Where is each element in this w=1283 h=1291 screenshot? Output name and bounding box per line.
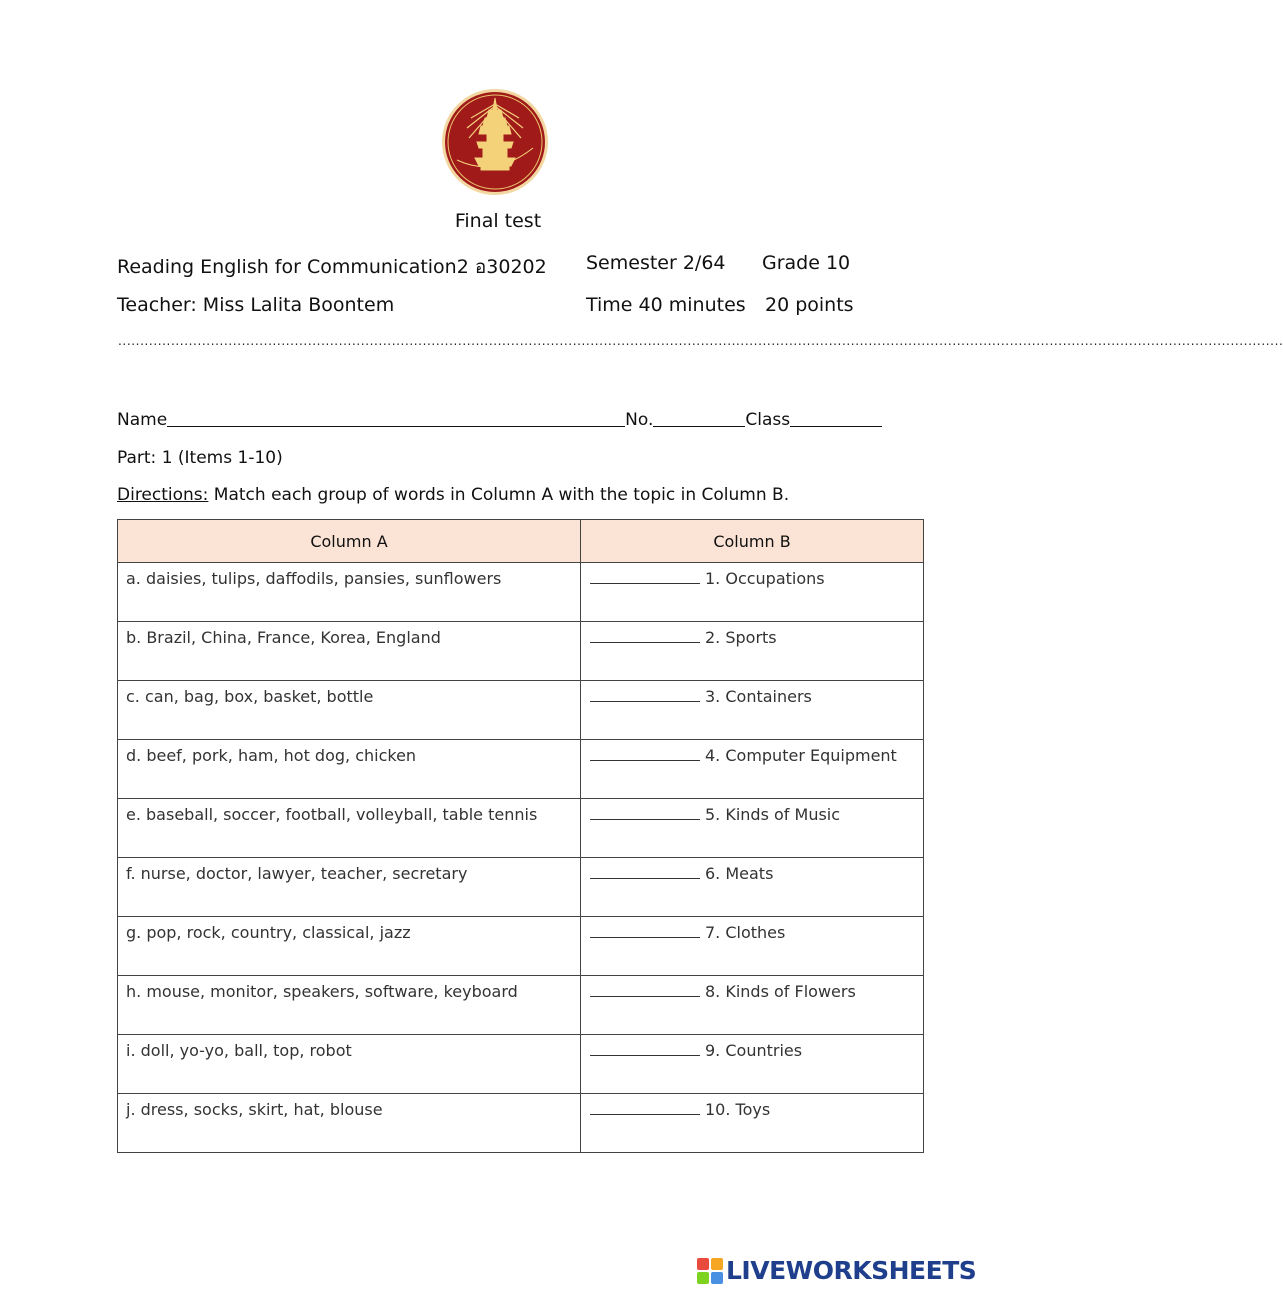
column-b-cell: [581, 563, 924, 622]
answer-blank[interactable]: [590, 746, 700, 761]
column-b-cell: [581, 858, 924, 917]
answer-blank[interactable]: [590, 1041, 700, 1056]
topic-label: 2. Sports: [705, 628, 777, 647]
topic-label: 6. Meats: [705, 864, 774, 883]
column-a-cell: f. nurse, doctor, lawyer, teacher, secretary: [118, 858, 581, 917]
dotted-divider: ........................................................................................................................................................................................................................................................................: [118, 334, 1283, 348]
topic-label: 9. Countries: [705, 1041, 803, 1060]
course-name: Reading English for Communication2 อ30202: [117, 256, 547, 278]
class-label: Class: [745, 410, 791, 430]
topic-label: 8. Kinds of Flowers: [705, 982, 856, 1001]
directions-label: Directions:: [117, 485, 209, 505]
table-header-row: [118, 520, 924, 563]
column-a-cell: d. beef, pork, ham, hot dog, chicken: [118, 740, 581, 799]
topic-label: 7. Clothes: [705, 923, 786, 942]
topic-label: 5. Kinds of Music: [705, 805, 841, 824]
topic-label: 4. Computer Equipment: [705, 746, 897, 765]
column-b-cell: [581, 740, 924, 799]
school-seal-logo: [441, 88, 549, 196]
answer-blank[interactable]: [590, 569, 700, 584]
table-row: [118, 681, 924, 740]
name-label: Name: [117, 410, 168, 430]
class-field[interactable]: [790, 408, 882, 427]
column-a-cell: b. Brazil, China, France, Korea, England: [118, 622, 581, 681]
page-title: Final test: [454, 210, 542, 232]
table-row: [118, 563, 924, 622]
answer-blank[interactable]: [590, 687, 700, 702]
number-field[interactable]: [653, 408, 745, 427]
table-row: [118, 1035, 924, 1094]
topic-label: 3. Containers: [705, 687, 812, 706]
column-b-cell: [581, 1035, 924, 1094]
table-row: [118, 976, 924, 1035]
directions: [117, 485, 789, 505]
number-label: No.: [625, 410, 654, 430]
column-a-cell: e. baseball, soccer, football, volleyball, table tennis: [118, 799, 581, 858]
column-a-header: Column A: [118, 520, 581, 563]
answer-blank[interactable]: [590, 1100, 700, 1115]
table-row: [118, 917, 924, 976]
total-points: 20 points: [765, 294, 854, 316]
part-label: Part: 1 (Items 1-10): [117, 448, 283, 468]
column-b-cell: [581, 622, 924, 681]
table-row: [118, 858, 924, 917]
answer-blank[interactable]: [590, 628, 700, 643]
liveworksheets-logo[interactable]: [697, 1256, 976, 1286]
directions-text: Match each group of words in Column A with the topic in Column B.: [208, 485, 790, 505]
column-b-cell: [581, 917, 924, 976]
column-b-cell: [581, 1094, 924, 1153]
table-row: [118, 622, 924, 681]
column-a-cell: j. dress, socks, skirt, hat, blouse: [118, 1094, 581, 1153]
column-a-cell: h. mouse, monitor, speakers, software, keyboard: [118, 976, 581, 1035]
column-b-cell: [581, 799, 924, 858]
matching-table: [117, 519, 924, 1153]
column-a-cell: a. daisies, tulips, daffodils, pansies, sunflowers: [118, 563, 581, 622]
column-a-cell: i. doll, yo-yo, ball, top, robot: [118, 1035, 581, 1094]
answer-blank[interactable]: [590, 923, 700, 938]
topic-label: 10. Toys: [705, 1100, 771, 1119]
teacher-name: Teacher: Miss Lalita Boontem: [117, 294, 395, 316]
table-row: [118, 799, 924, 858]
table-row: [118, 740, 924, 799]
brand-text: LIVEWORKSHEETS: [726, 1256, 977, 1285]
table-row: [118, 1094, 924, 1153]
time-limit: Time 40 minutes: [586, 294, 746, 316]
column-b-cell: [581, 976, 924, 1035]
grade: Grade 10: [762, 252, 851, 274]
answer-blank[interactable]: [590, 982, 700, 997]
topic-label: 1. Occupations: [705, 569, 825, 588]
column-b-header: Column B: [581, 520, 924, 563]
column-a-cell: g. pop, rock, country, classical, jazz: [118, 917, 581, 976]
column-a-cell: c. can, bag, box, basket, bottle: [118, 681, 581, 740]
liveworksheets-icon: [697, 1258, 723, 1284]
semester: Semester 2/64: [586, 252, 726, 274]
column-b-cell: [581, 681, 924, 740]
answer-blank[interactable]: [590, 805, 700, 820]
answer-blank[interactable]: [590, 864, 700, 879]
student-info-line: [117, 408, 882, 430]
name-field[interactable]: [167, 408, 625, 427]
